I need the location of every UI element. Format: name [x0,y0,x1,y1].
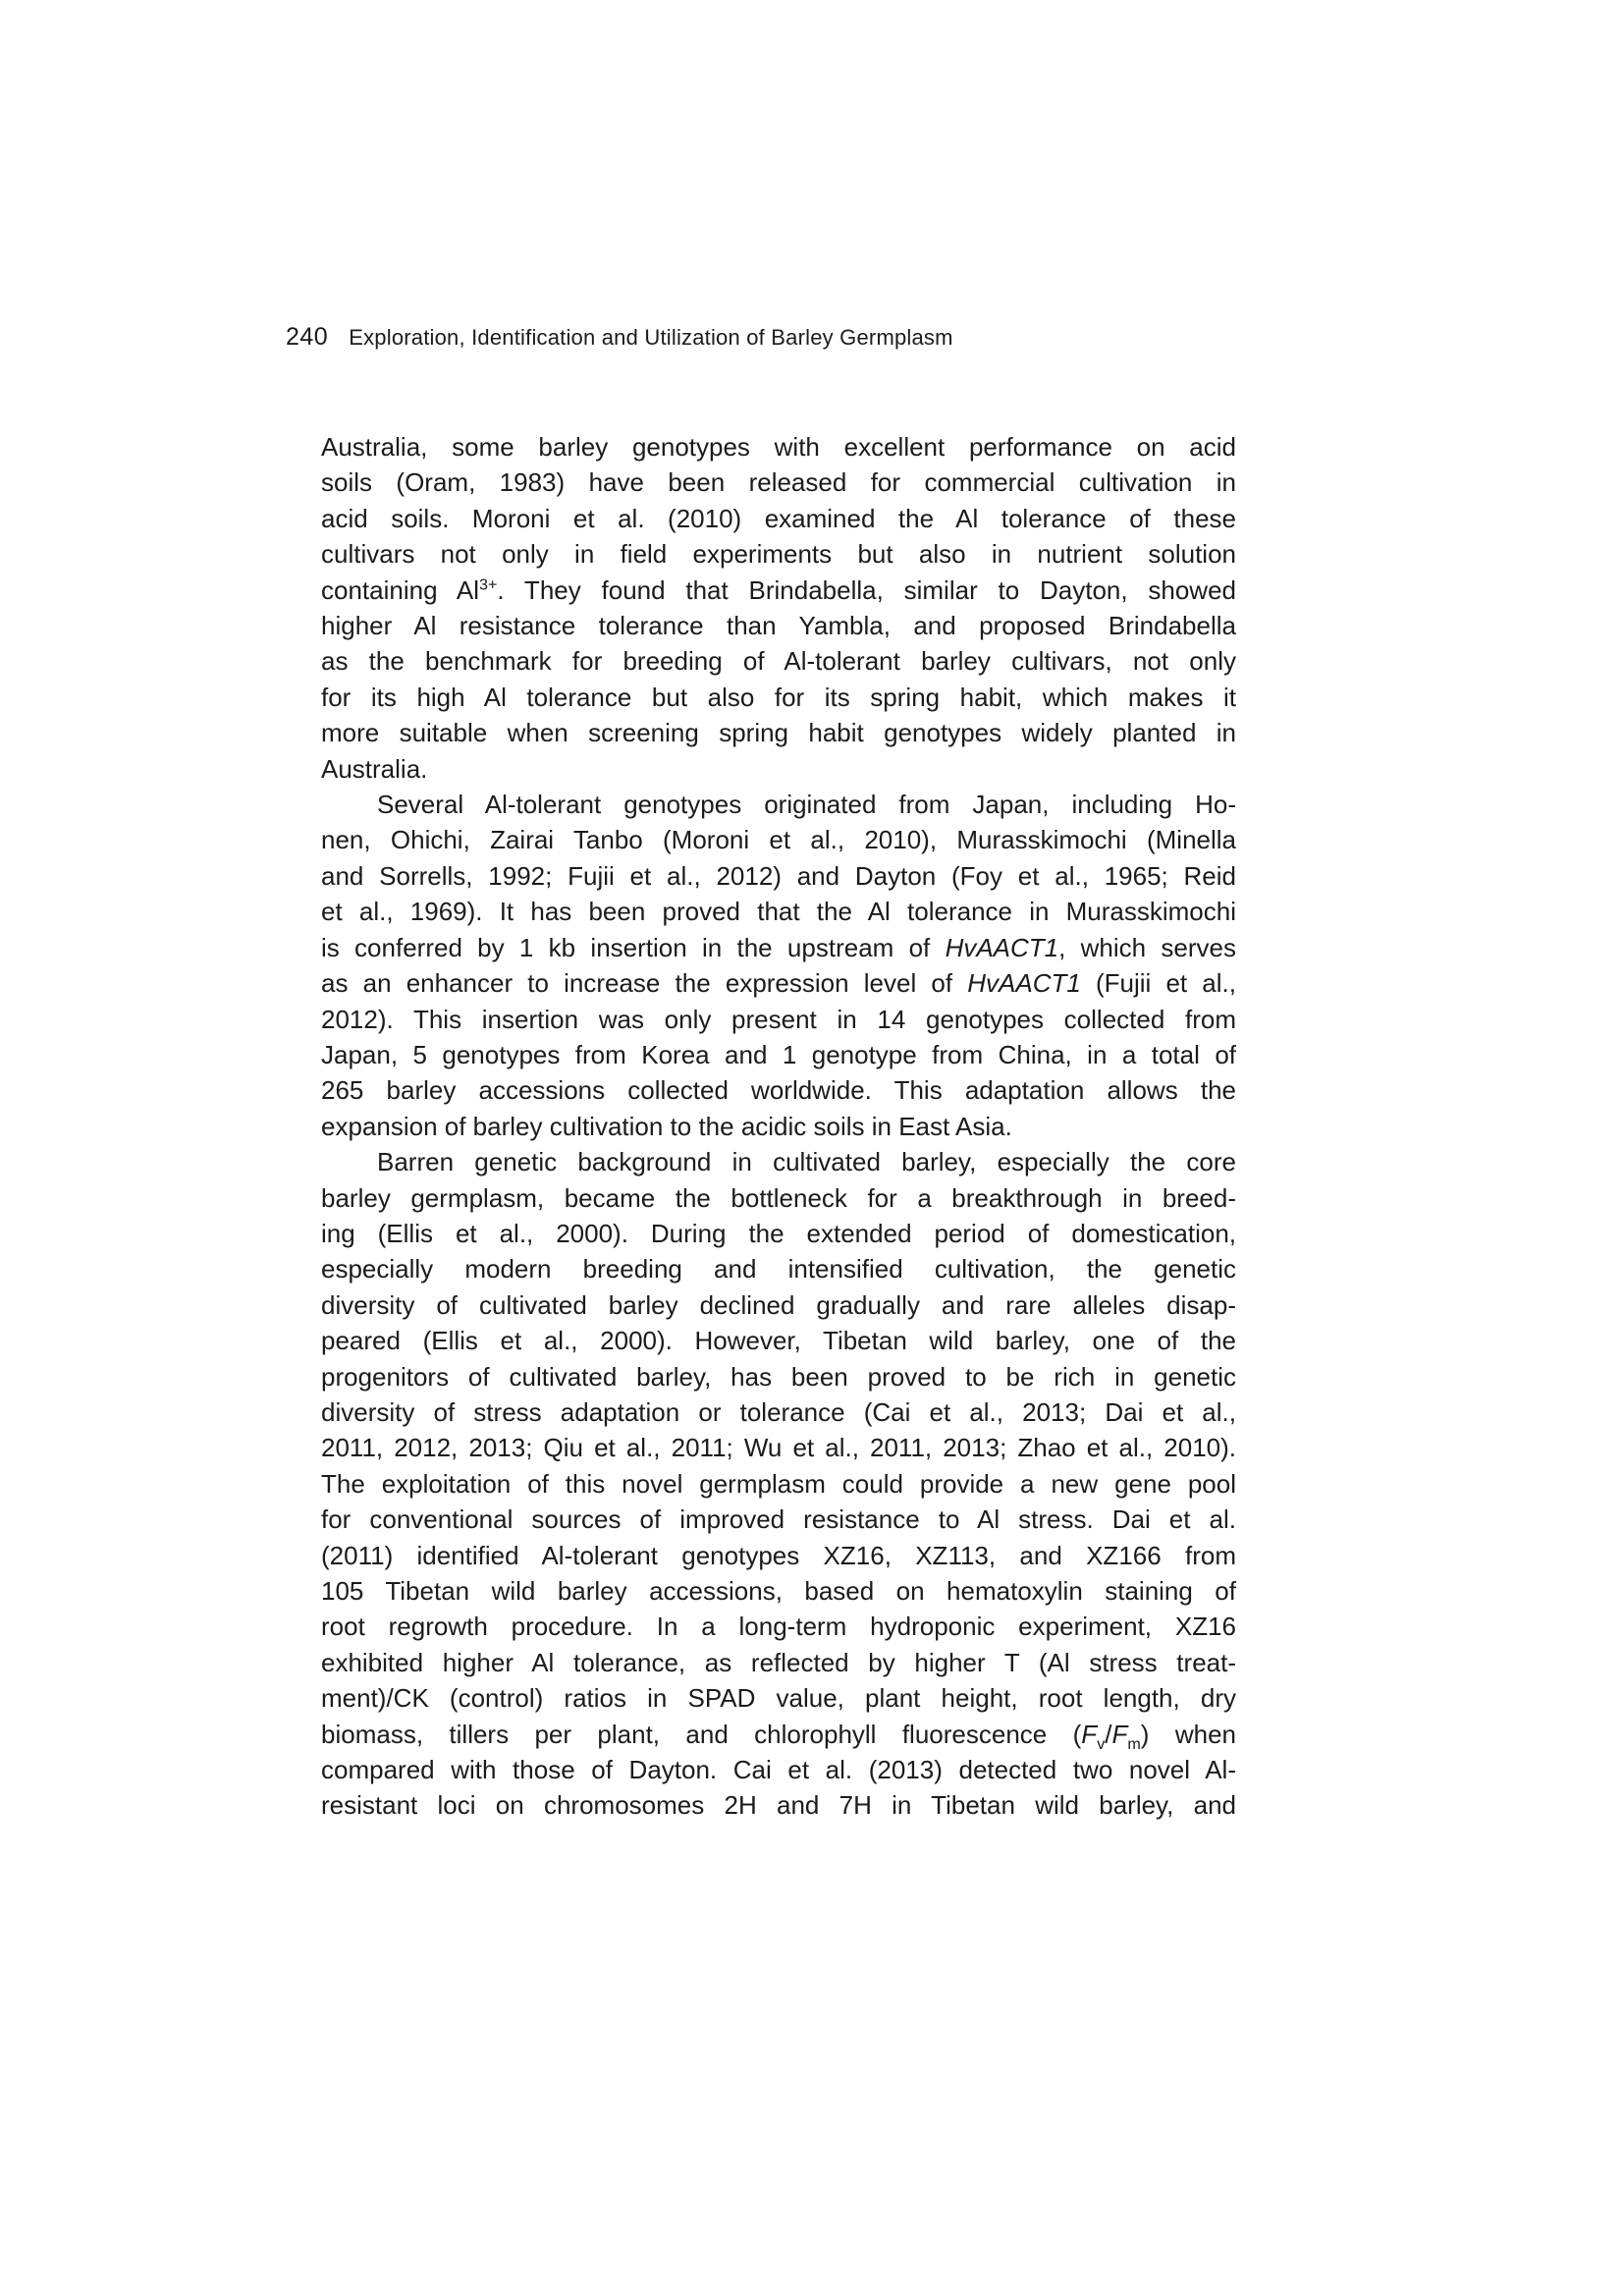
text-line: biomass, tillers per plant, and chlorophyll fluorescence $(F_v/F_m)$ when [321,1719,1236,1753]
text-line: nen, Ohichi, Zairai Tanbo (Moroni et al., 2010), Murasskimochi (Minella [321,825,1236,855]
text-line: as the benchmark for breeding of Al-tolerant barley cultivars, not only [321,646,1236,677]
text-line: 2011, 2012, 2013; Qiu et al., 2011; Wu et al., 2011, 2013; Zhao et al., 2010). [321,1433,1236,1463]
text-line: 2012). This insertion was only present in 14 genotypes collected from [321,1004,1236,1034]
text-line: soils (Oram, 1983) have been released for commercial cultivation in [321,467,1236,498]
text-line: ment)/CK (control) ratios in SPAD value, plant height, root length, dry [321,1683,1236,1714]
text-line: Barren genetic background in cultivated barley, especially the core [377,1147,1236,1177]
running-header [286,323,953,352]
text-line: barley germplasm, became the bottleneck for a breakthrough in breed- [321,1182,1236,1213]
text-line: 105 Tibetan wild barley accessions, based on hematoxylin staining of [321,1576,1236,1606]
text-line: expansion of barley cultivation to the acidic soils in East Asia. [321,1111,1012,1141]
text-line: as an enhancer to increase the expression level of HvAACT1 (Fujii et al., [321,968,1236,999]
text-block [321,429,1236,1824]
text-line: root regrowth procedure. In a long-term hydroponic experiment, XZ16 [321,1612,1236,1642]
text-line: resistant loci on chromosomes 2H and 7H in Tibetan wild barley, and [321,1790,1236,1821]
text-line: ing (Ellis et al., 2000). During the extended period of domestication, [321,1218,1236,1248]
text-line: and Sorrells, 1992; Fujii et al., 2012) and Dayton (Foy et al., 1965; Reid [321,860,1236,891]
text-line: acid soils. Moroni et al. (2010) examined the Al tolerance of these [321,503,1236,533]
text-line: peared (Ellis et al., 2000). However, Tibetan wild barley, one of the [321,1326,1236,1356]
text-line: 265 barley accessions collected worldwide. This adaptation allows the [321,1075,1236,1106]
text-line: more suitable when screening spring habit genotypes widely planted in [321,718,1236,748]
text-line: The exploitation of this novel germplasm could provide a new gene pool [321,1468,1236,1499]
text-line: (2011) identified Al-tolerant genotypes XZ16, XZ113, and XZ166 from [321,1540,1236,1570]
text-line: exhibited higher Al tolerance, as reflected by higher T (Al stress treat- [321,1647,1236,1677]
text-line: diversity of stress adaptation or tolerance (Cai et al., 2013; Dai et al., [321,1396,1236,1427]
text-line: progenitors of cultivated barley, has been proved to be rich in genetic [321,1361,1236,1392]
text-line: is conferred by 1 kb insertion in the upstream of HvAACT1, which serves [321,932,1236,962]
text-line: Several Al-tolerant genotypes originated from Japan, including Ho- [377,790,1236,820]
text-line: Australia, some barley genotypes with excellent performance on acid [321,432,1236,462]
text-line: higher Al resistance tolerance than Yambla, and proposed Brindabella [321,611,1236,641]
text-line: Australia. [321,753,428,784]
text-line: for its high Al tolerance but also for its spring habit, which makes it [321,682,1236,712]
running-title: Exploration, Identification and Utilization of Barley Germplasm [349,325,953,350]
page-number: 240 [286,323,329,351]
text-line: containing $Al^{3+}$. They found that Brindabella, similar to Dayton, showed [321,574,1236,605]
text-line: diversity of cultivated barley declined gradually and rare alleles disap- [321,1289,1236,1320]
text-line: Japan, 5 genotypes from Korea and 1 genotype from China, in a total of [321,1039,1236,1069]
text-line: especially modern breeding and intensified cultivation, the genetic [321,1254,1236,1285]
text-line: cultivars not only in field experiments but also in nutrient solution [321,539,1236,570]
text-line: compared with those of Dayton. Cai et al. (2013) detected two novel Al- [321,1755,1236,1785]
text-line: et al., 1969). It has been proved that the Al tolerance in Murasskimochi [321,897,1236,927]
text-line: for conventional sources of improved resistance to Al stress. Dai et al. [321,1504,1236,1535]
